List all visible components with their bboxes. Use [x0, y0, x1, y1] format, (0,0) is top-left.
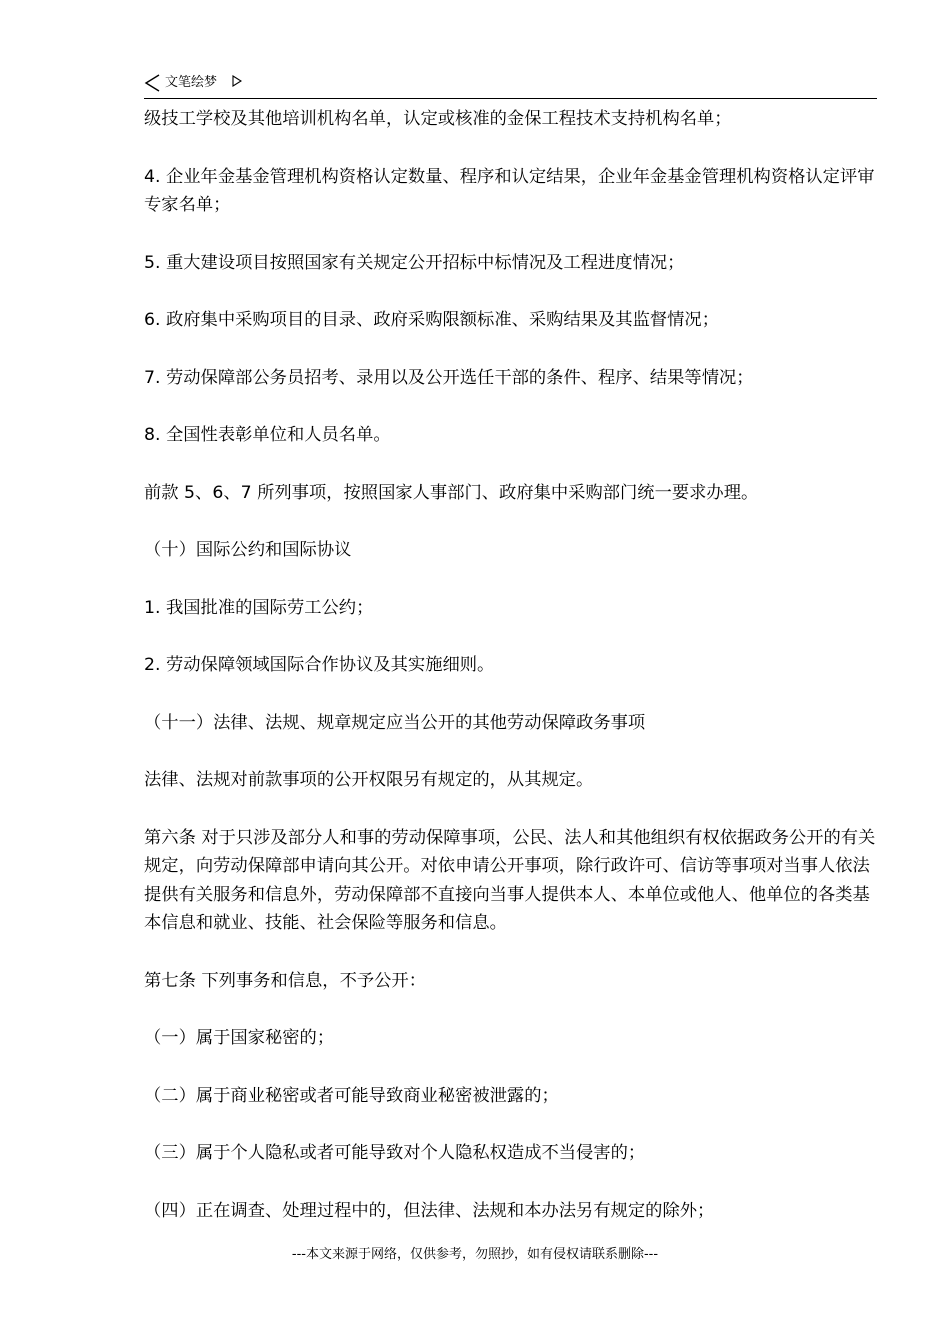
paragraph: 8. 全国性表彰单位和人员名单。: [144, 425, 391, 445]
paragraph: 7. 劳动保障部公务员招考、录用以及公开选任干部的条件、程序、结果等情况；: [144, 367, 754, 388]
list-item: （一）属于国家秘密的；: [144, 1028, 335, 1048]
list-item: （四）正在调查、处理过程中的，但法律、法规和本办法另有规定的除外；: [144, 1200, 715, 1221]
header-title: 文笔绘梦: [165, 75, 218, 90]
paragraph: 前款 5、6、7 所列事项，按照国家人事部门、政府集中采购部门统一要求办理。: [144, 482, 759, 503]
paragraph: 级技工学校及其他培训机构名单，认定或核准的金保工程技术支持机构名单；: [144, 109, 732, 129]
triangle-left-icon: [144, 73, 162, 93]
paragraph: 法律、法规对前款事项的公开权限另有规定的，从其规定。: [144, 770, 594, 790]
document-body: [144, 105, 879, 1254]
section-heading: （十）国际公约和国际协议: [144, 540, 352, 560]
paragraph: 5. 重大建设项目按照国家有关规定公开招标中标情况及工程进度情况；: [144, 252, 685, 273]
paragraph: 6. 政府集中采购项目的目录、政府采购限额标准、采购结果及其监督情况；: [144, 310, 719, 330]
article-paragraph: 第七条 下列事务和信息，不予公开：: [144, 970, 426, 991]
footer-disclaimer: ---本文来源于网络，仅供参考，勿照抄，如有侵权请联系删除---: [291, 1247, 659, 1262]
list-item: （三）属于个人隐私或者可能导致对个人隐私权造成不当侵害的；: [144, 1143, 646, 1163]
paragraph: 2. 劳动保障领域国际合作协议及其实施细则。: [144, 655, 495, 675]
triangle-right-icon: [231, 75, 242, 87]
section-heading: （十一）法律、法规、规章规定应当公开的其他劳动保障政务事项: [144, 712, 646, 733]
article-paragraph: 第六条 对于只涉及部分人和事的劳动保障事项，公民、法人和其他组织有权依据政务公开的有关规定，向劳动保障部申请向其公开。对依申请公开事项，除行政许可、信访等事项对当事人依法提供有关服务和信息外，劳动保障部不直接向当事人提供本人、本单位或他人、他单位的各类基本信息和就业、技能、社会保险等服务和信息。: [144, 827, 876, 933]
paragraph: 4. 企业年金基金管理机构资格认定数量、程序和认定结果，企业年金基金管理机构资格认定评审专家名单；: [144, 166, 875, 215]
paragraph: 1. 我国批准的国际劳工公约；: [144, 597, 374, 618]
list-item: （二）属于商业秘密或者可能导致商业秘密被泄露的；: [144, 1085, 559, 1106]
page-header: [144, 72, 877, 99]
